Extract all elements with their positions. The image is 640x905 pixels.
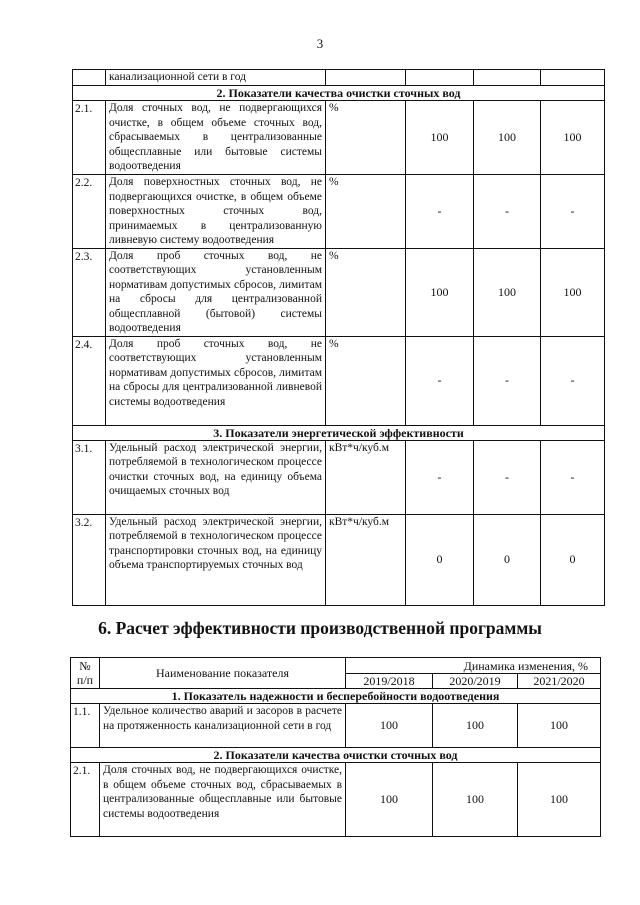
section-title: 2. Показатели качества очистки сточных вод: [71, 748, 601, 763]
row-number: 3.1.: [73, 440, 106, 514]
row-number: 3.2.: [73, 514, 106, 605]
unit: %: [326, 248, 406, 336]
unit: кВт*ч/куб.м: [326, 514, 406, 605]
value-cell: -: [406, 336, 474, 425]
section-row: [73, 86, 605, 101]
indicator-name: Доля сточных вод, не подвергающихся очистке, в общем объеме сточных вод, сбрасываемых в централизованные общесплавные или бытовые системы водоотведения: [100, 763, 346, 837]
value-cell: 100: [541, 101, 605, 175]
col-dynamics-header: Динамика изменения, %: [346, 658, 601, 674]
value-cell: 100: [406, 248, 474, 336]
value-cell: 100: [346, 704, 433, 748]
value-cell: 0: [406, 514, 474, 605]
section-title: 1. Показатель надежности и бесперебойности водоотведения: [71, 689, 601, 704]
row-number: 2.3.: [73, 248, 106, 336]
value-cell: 100: [518, 763, 601, 837]
unit: кВт*ч/куб.м: [326, 440, 406, 514]
value-cell: 100: [541, 248, 605, 336]
indicators-table: [72, 69, 605, 606]
section-title: 3. Показатели энергетической эффективности: [73, 425, 605, 440]
value-cell: 0: [541, 514, 605, 605]
col-number-header: [71, 658, 100, 689]
value-cell: 100: [518, 704, 601, 748]
value-cell: 100: [474, 101, 541, 175]
unit: %: [326, 101, 406, 175]
value-cell: 100: [474, 248, 541, 336]
indicator-name: Доля сточных вод, не подвергающихся очистке, в общем объеме сточных вод, сбрасываемых в централизованные общесплавные или бытовые системы водоотведения: [106, 101, 326, 175]
page-number: 3: [316, 36, 324, 51]
value-cell: 100: [346, 763, 433, 837]
table-row: [71, 763, 601, 837]
indicator-name: Доля проб сточных вод, не соответствующих установленным нормативам допустимых сбросов, лимитам на сбросы для централизованной общесплавной (бытовой) системы водоотведения: [106, 248, 326, 336]
section-heading: 6. Расчет эффективности производственной программы: [98, 618, 542, 638]
value-cell: 100: [433, 763, 518, 837]
section-row: [73, 425, 605, 440]
value-cell: -: [541, 175, 605, 249]
value-cell: 100: [433, 704, 518, 748]
value-cell: -: [541, 440, 605, 514]
section-row: [71, 689, 601, 704]
value-cell: 0: [474, 514, 541, 605]
table-row: [71, 704, 601, 748]
indicator-name: Доля поверхностных сточных вод, не подвергающихся очистке, в общем объеме поверхностных сточных вод, принимаемых в централизованную ливневую систему водоотведения: [106, 175, 326, 249]
row-number: 1.1.: [71, 704, 100, 748]
indicator-name: Удельное количество аварий и засоров в расчете на протяженность канализационной сети в год: [100, 704, 346, 748]
indicator-name: Доля проб сточных вод, не соответствующих установленным нормативам допустимых сбросов, лимитам на сбросы для централизованной ливневой системы водоотведения: [106, 336, 326, 425]
table-row: [73, 175, 605, 249]
col-name-header: Наименование показателя: [100, 658, 346, 689]
row-number: 2.2.: [73, 175, 106, 249]
indicator-name: канализационной сети в год: [106, 70, 326, 86]
value-cell: 100: [406, 101, 474, 175]
row-number: 2.1.: [73, 101, 106, 175]
table-row: [73, 440, 605, 514]
section-row: [71, 748, 601, 763]
value-cell: -: [541, 336, 605, 425]
indicator-name: Удельный расход электрической энергии, потребляемой в технологическом процессе очистки сточных вод, на единицу объема очищаемых сточных вод: [106, 440, 326, 514]
value-cell: -: [474, 336, 541, 425]
table-row: [73, 248, 605, 336]
value-cell: -: [474, 175, 541, 249]
year-header: 2021/2020: [518, 674, 601, 689]
table-row: [73, 70, 605, 86]
header-row: [71, 658, 601, 674]
table-row: [73, 514, 605, 605]
year-header: 2019/2018: [346, 674, 433, 689]
indicator-name: Удельный расход электрической энергии, потребляемой в технологическом процессе транспортировки сточных вод, на единицу объема транспортируемых сточных вод: [106, 514, 326, 605]
row-number: 2.4.: [73, 336, 106, 425]
col-number-label: №: [79, 659, 91, 673]
value-cell: -: [406, 440, 474, 514]
table-row: [73, 336, 605, 425]
efficiency-table: [70, 657, 601, 837]
section-title: 2. Показатели качества очистки сточных вод: [73, 86, 605, 101]
value-cell: -: [474, 440, 541, 514]
year-header: 2020/2019: [433, 674, 518, 689]
unit: %: [326, 175, 406, 249]
unit: %: [326, 336, 406, 425]
value-cell: -: [406, 175, 474, 249]
col-number-sublabel: п/п: [76, 673, 94, 687]
table-row: [73, 101, 605, 175]
row-number: 2.1.: [71, 763, 100, 837]
